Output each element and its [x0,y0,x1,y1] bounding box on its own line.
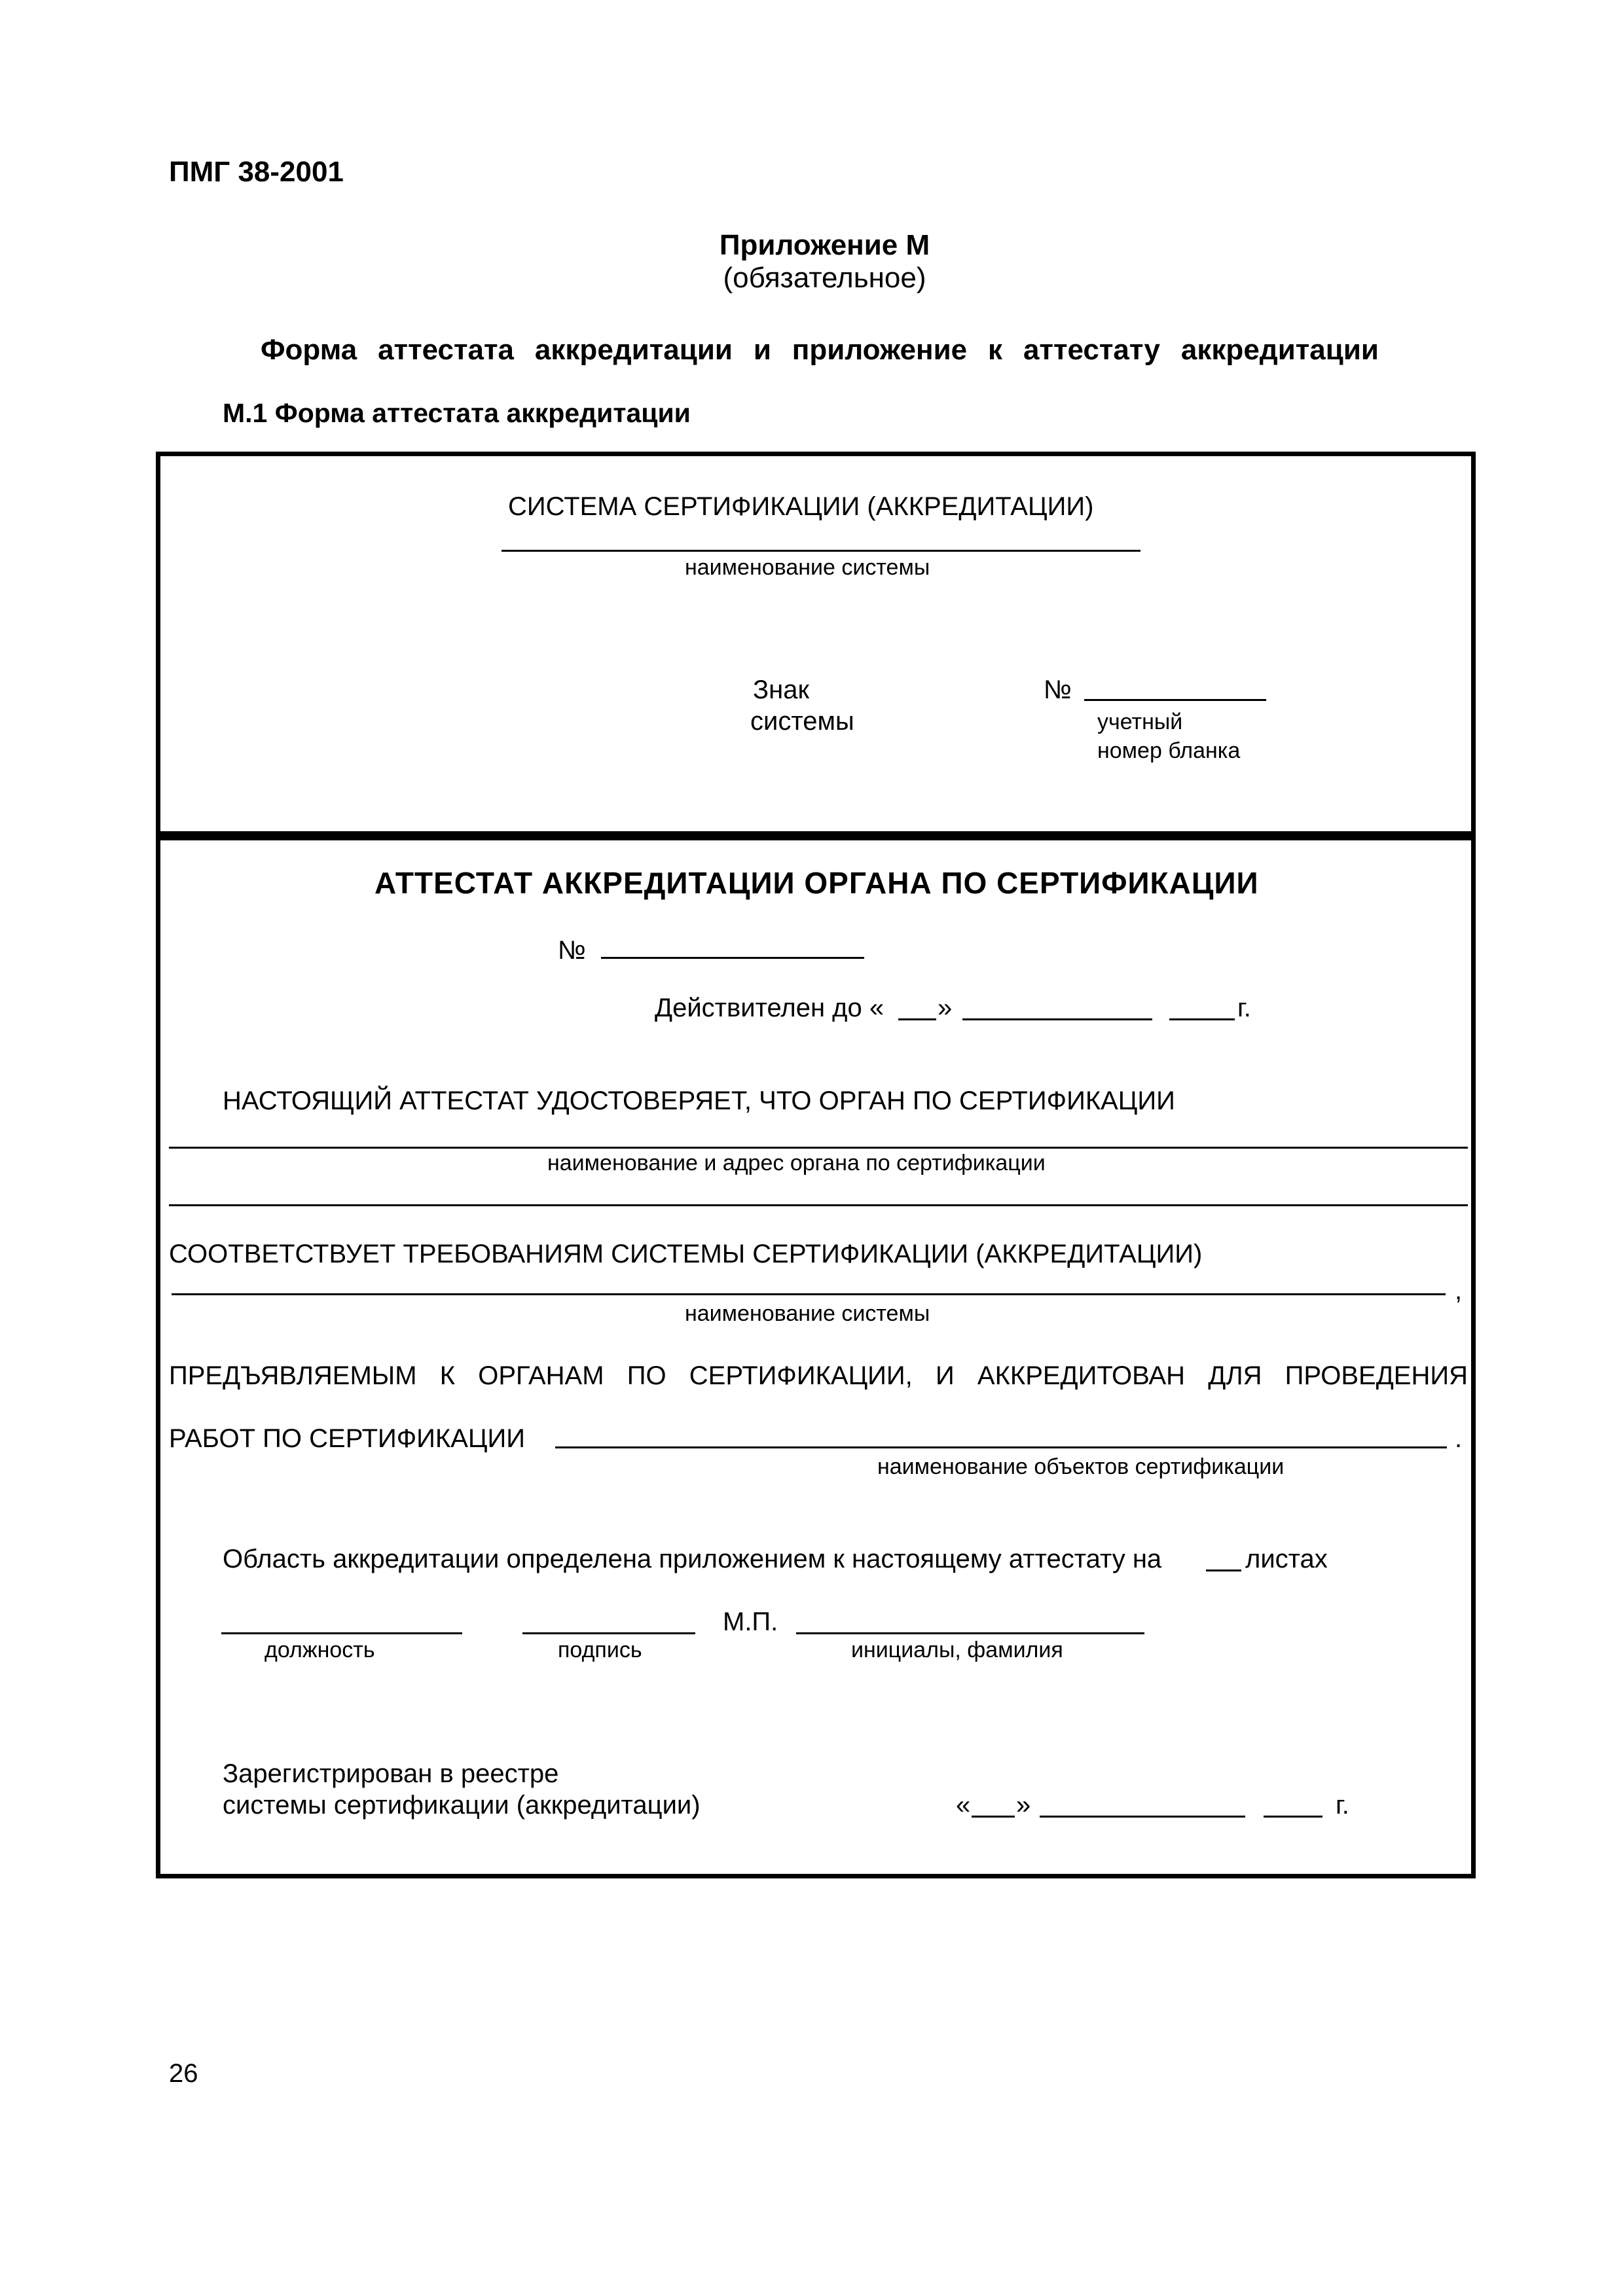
valid-until-label: Действителен до « [655,994,884,1022]
complies-text: СООТВЕТСТВУЕТ ТРЕБОВАНИЯМ СИСТЕМЫ СЕРТИФИКАЦИИ (АККРЕДИТАЦИИ) [169,1240,1203,1268]
certificate-title: АТТЕСТАТ АККРЕДИТАЦИИ ОРГАНА ПО СЕРТИФИКАЦИИ [374,866,1259,900]
signature-line [522,1632,695,1634]
presented-word: ПО [627,1361,666,1390]
reg-quote-close: » [1016,1791,1031,1820]
system-name-caption: наименование системы [685,555,930,580]
requirements-comma: , [1455,1276,1463,1305]
presented-word: И [935,1361,955,1390]
presented-word: ОРГАНАМ [478,1361,604,1390]
form-heading-word: к [988,334,1003,366]
form-heading-word: аттестата [378,334,515,366]
body-address-line [169,1204,1468,1206]
form-heading [261,334,1379,367]
presented-word: ПРОВЕДЕНИЯ [1285,1361,1468,1390]
form-heading-word: аккредитации [534,334,733,366]
form-heading-word: и [753,334,771,366]
presented-word: К [439,1361,456,1390]
requirements-system-caption: наименование системы [685,1301,930,1326]
form-heading-word: приложение [792,334,968,366]
page-number: 26 [169,2059,198,2088]
sheets-count-line [1206,1570,1241,1571]
form-heading-word: Форма [261,334,357,366]
blank-number-sign: № [1044,675,1072,704]
certifies-text: НАСТОЯЩИЙ АТТЕСТАТ УДОСТОВЕРЯЕТ, ЧТО ОРГАН ПО СЕРТИФИКАЦИИ [223,1086,1175,1115]
reg-day-line [972,1816,1015,1818]
form-heading-word: аккредитации [1180,334,1379,366]
body-name-caption: наименование и адрес органа по сертификации [547,1151,1046,1175]
document-code: ПМГ 38-2001 [169,156,344,188]
certificate-number-line [601,957,864,959]
system-name-line [501,550,1140,552]
reg-year-suffix: г. [1336,1791,1349,1820]
presented-word: АККРЕДИТОВАН [977,1361,1186,1390]
presented-word: ДЛЯ [1208,1361,1262,1390]
objects-period: . [1455,1424,1463,1453]
presented-text [169,1361,1468,1391]
valid-year-line [1169,1018,1235,1020]
objects-line [555,1446,1447,1448]
system-mark-label: Знак [753,675,809,704]
blank-number-caption: учетный [1097,709,1183,734]
name-caption: инициалы, фамилия [851,1638,1063,1662]
works-text: РАБОТ ПО СЕРТИФИКАЦИИ [169,1424,525,1453]
frame-divider [156,831,1476,840]
section-title: М.1 Форма аттестата аккредитации [223,398,691,428]
valid-year-suffix: г. [1237,994,1251,1022]
reg-year-line [1264,1816,1322,1818]
presented-word: ПРЕДЪЯВЛЯЕМЫМ [169,1361,417,1390]
appendix-status: (обязательное) [723,262,926,294]
objects-caption: наименование объектов сертификации [877,1454,1285,1479]
position-line [221,1632,462,1634]
reg-quote-open: « [956,1791,971,1820]
seal-label: М.П. [723,1607,778,1636]
valid-quote-close: » [938,994,953,1022]
system-title: СИСТЕМА СЕРТИФИКАЦИИ (АККРЕДИТАЦИИ) [508,492,1094,521]
appendix-title: Приложение М [719,229,930,261]
requirements-system-line [172,1293,1446,1295]
registered-text: Зарегистрирован в реестре [223,1759,559,1788]
certificate-number-sign: № [558,936,586,965]
valid-day-line [898,1018,936,1020]
valid-month-line [962,1018,1152,1020]
system-mark-label-2: системы [750,707,854,736]
signature-caption: подпись [558,1638,642,1662]
body-name-line [169,1147,1468,1149]
scope-text: Область аккредитации определена приложением к настоящему аттестату на [223,1545,1162,1573]
reg-month-line [1040,1816,1245,1818]
blank-number-line [1084,699,1266,701]
position-caption: должность [264,1638,375,1662]
presented-word: СЕРТИФИКАЦИИ, [689,1361,913,1390]
blank-number-caption-2: номер бланка [1097,738,1241,763]
sheets-label: листах [1245,1545,1328,1573]
form-heading-word: аттестату [1023,334,1161,366]
registered-text-2: системы сертификации (аккредитации) [223,1791,701,1820]
name-line [796,1632,1144,1634]
